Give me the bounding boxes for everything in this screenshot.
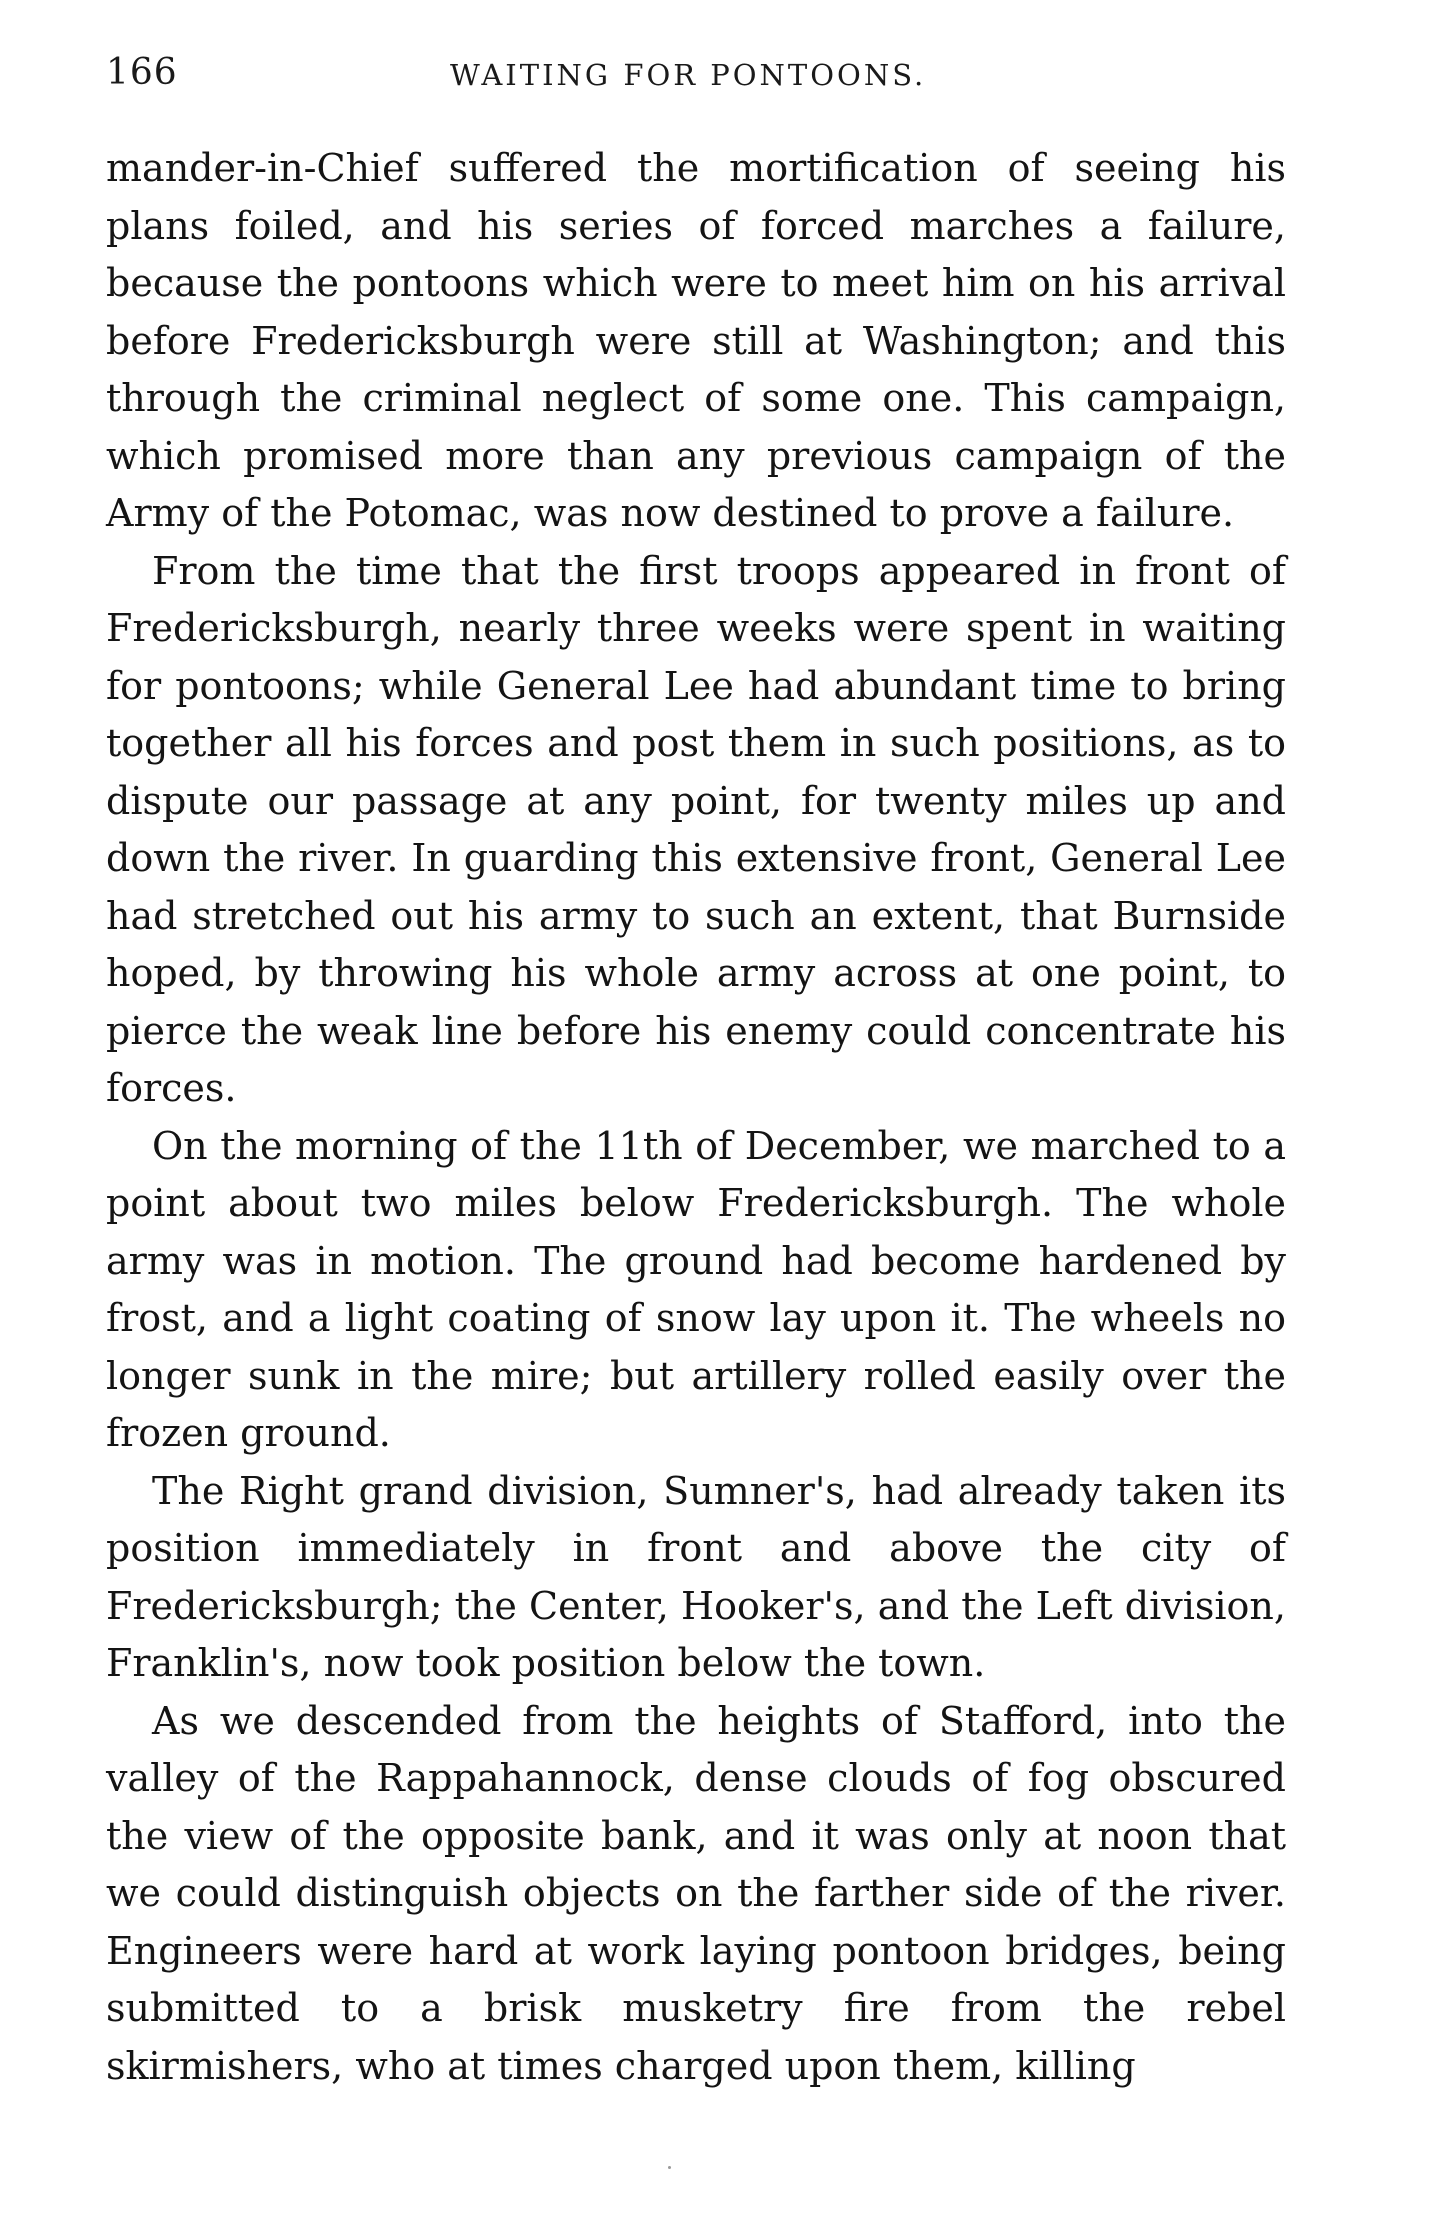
print-speck: [668, 2166, 671, 2169]
paragraph: The Right grand division, Sumner's, had already taken its position immediately in front and above the city of Fredericksburgh; the Center, Hooker's, and the Left division, Franklin's, now took position below the town.: [106, 1468, 1286, 1685]
running-head: [106, 52, 1286, 112]
body-text: [106, 140, 1286, 2095]
paragraph: As we descended from the heights of Stafford, into the valley of the Rappahannock, dense clouds of fog obscured the view of the opposite bank, and it was only at noon that we could distinguish objects on the farther side of the river. Engineers were hard at work laying pontoon bridges, being submitted to a brisk musketry fire from the rebel skirmishers, who at times charged upon them, killing: [106, 1698, 1286, 2088]
page-number: 166: [106, 52, 178, 93]
paragraph: From the time that the first troops appeared in front of Fredericksburgh, nearly three weeks were spent in waiting for pontoons; while General Lee had abundant time to bring together all his forces and post them in such positions, as to dispute our passage at any point, for twenty miles up and down the river. In guarding this extensive front, General Lee had stretched out his army to such an extent, that Burnside hoped, by throwing his whole army across at one point, to pierce the weak line before his enemy could concentrate his forces.: [106, 548, 1286, 1110]
running-title: WAITING FOR PONTOONS.: [450, 58, 927, 92]
paragraph: mander-in-Chief suffered the mortification of seeing his plans foiled, and his series of forced marches a failure, because the pontoons which were to meet him on his arrival before Fredericksburgh were still at Washington; and this through the criminal neglect of some one. This campaign, which promised more than any previous campaign of the Army of the Potomac, was now destined to prove a failure.: [106, 146, 1286, 535]
paragraph: On the morning of the 11th of December, we marched to a point about two miles below Fredericksburgh. The whole army was in motion. The ground had become hardened by frost, and a light coating of snow lay upon it. The wheels no longer sunk in the mire; but artillery rolled easily over the frozen ground.: [106, 1123, 1286, 1455]
